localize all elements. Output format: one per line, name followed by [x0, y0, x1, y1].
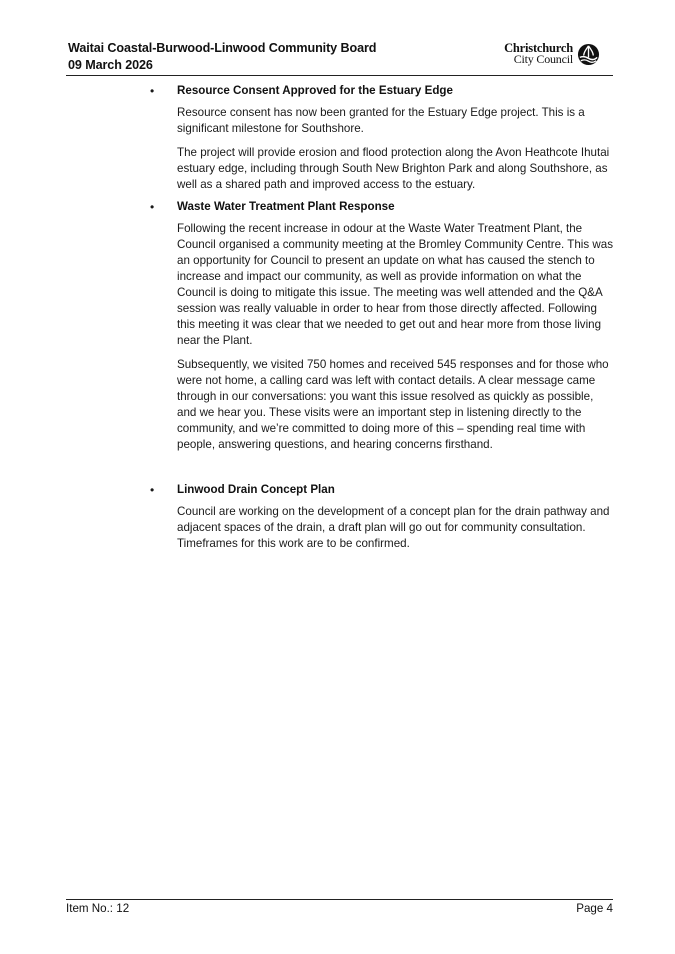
council-logo	[504, 41, 600, 67]
section-paragraph: Following the recent increase in odour at the Waste Water Treatment Plant, the Council organised a community meeting at the Bromley Community Centre. This was an opportunity for Council to present an update on what has caused the stench to increase and impact our community, as well as provide information on what the Council is doing to mitigate this issue. The meeting was well attended and the Q&A session was really valuable in order to hear from those directly affected. Following this meeting it was clear that we needed to get out and hear more from those living near the Plant.	[177, 222, 614, 347]
christchurch-city-council-emblem-icon	[577, 43, 600, 66]
section-paragraph: The project will provide erosion and flood protection along the Avon Heathcote Ihutai estuary edge, including through South New Brighton Park and along Southshore, as well as a shared path and improved access to the estuary.	[177, 146, 610, 191]
logo-line-christchurch: Christchurch	[504, 41, 573, 55]
footer-divider	[66, 899, 613, 900]
section-waste-water	[150, 199, 614, 453]
document-body	[150, 83, 614, 552]
section-heading: Resource Consent Approved for the Estuary Edge	[177, 84, 453, 97]
page-number: Page 4	[576, 902, 613, 915]
section-heading: Waste Water Treatment Plant Response	[177, 200, 395, 213]
logo-wordmark	[504, 43, 573, 65]
bullet-marker: •	[150, 483, 155, 497]
header-divider	[66, 75, 613, 76]
section-paragraph: Resource consent has now been granted for the Estuary Edge project. This is a significant milestone for Southshore.	[177, 106, 585, 135]
bullet-marker: •	[150, 84, 155, 98]
item-number: Item No.: 12	[66, 902, 130, 915]
logo-line-city-council: City Council	[513, 52, 573, 66]
section-paragraph: Subsequently, we visited 750 homes and received 545 responses and for those who were not home, a calling card was left with contact details. A clear message came through in our conversations: you want this issue resolved as quickly as possible, and we hear you. These visits were an important step in listening directly to the community, and we’re committed to doing more of this – spending real time with people, answering questions, and hearing concerns firsthand.	[177, 358, 609, 451]
section-paragraph: Council are working on the development of a concept plan for the drain pathway and adjacent spaces of the drain, a draft plan will go out for community consultation. Timeframes for this work are to be confirmed.	[177, 505, 610, 550]
meeting-date: 09 March 2026	[68, 58, 153, 72]
board-title: Waitai Coastal-Burwood-Linwood Community Board	[68, 41, 377, 55]
section-heading: Linwood Drain Concept Plan	[177, 483, 335, 496]
section-estuary-edge	[150, 83, 614, 193]
section-linwood-drain	[150, 482, 614, 552]
bullet-marker: •	[150, 200, 155, 214]
